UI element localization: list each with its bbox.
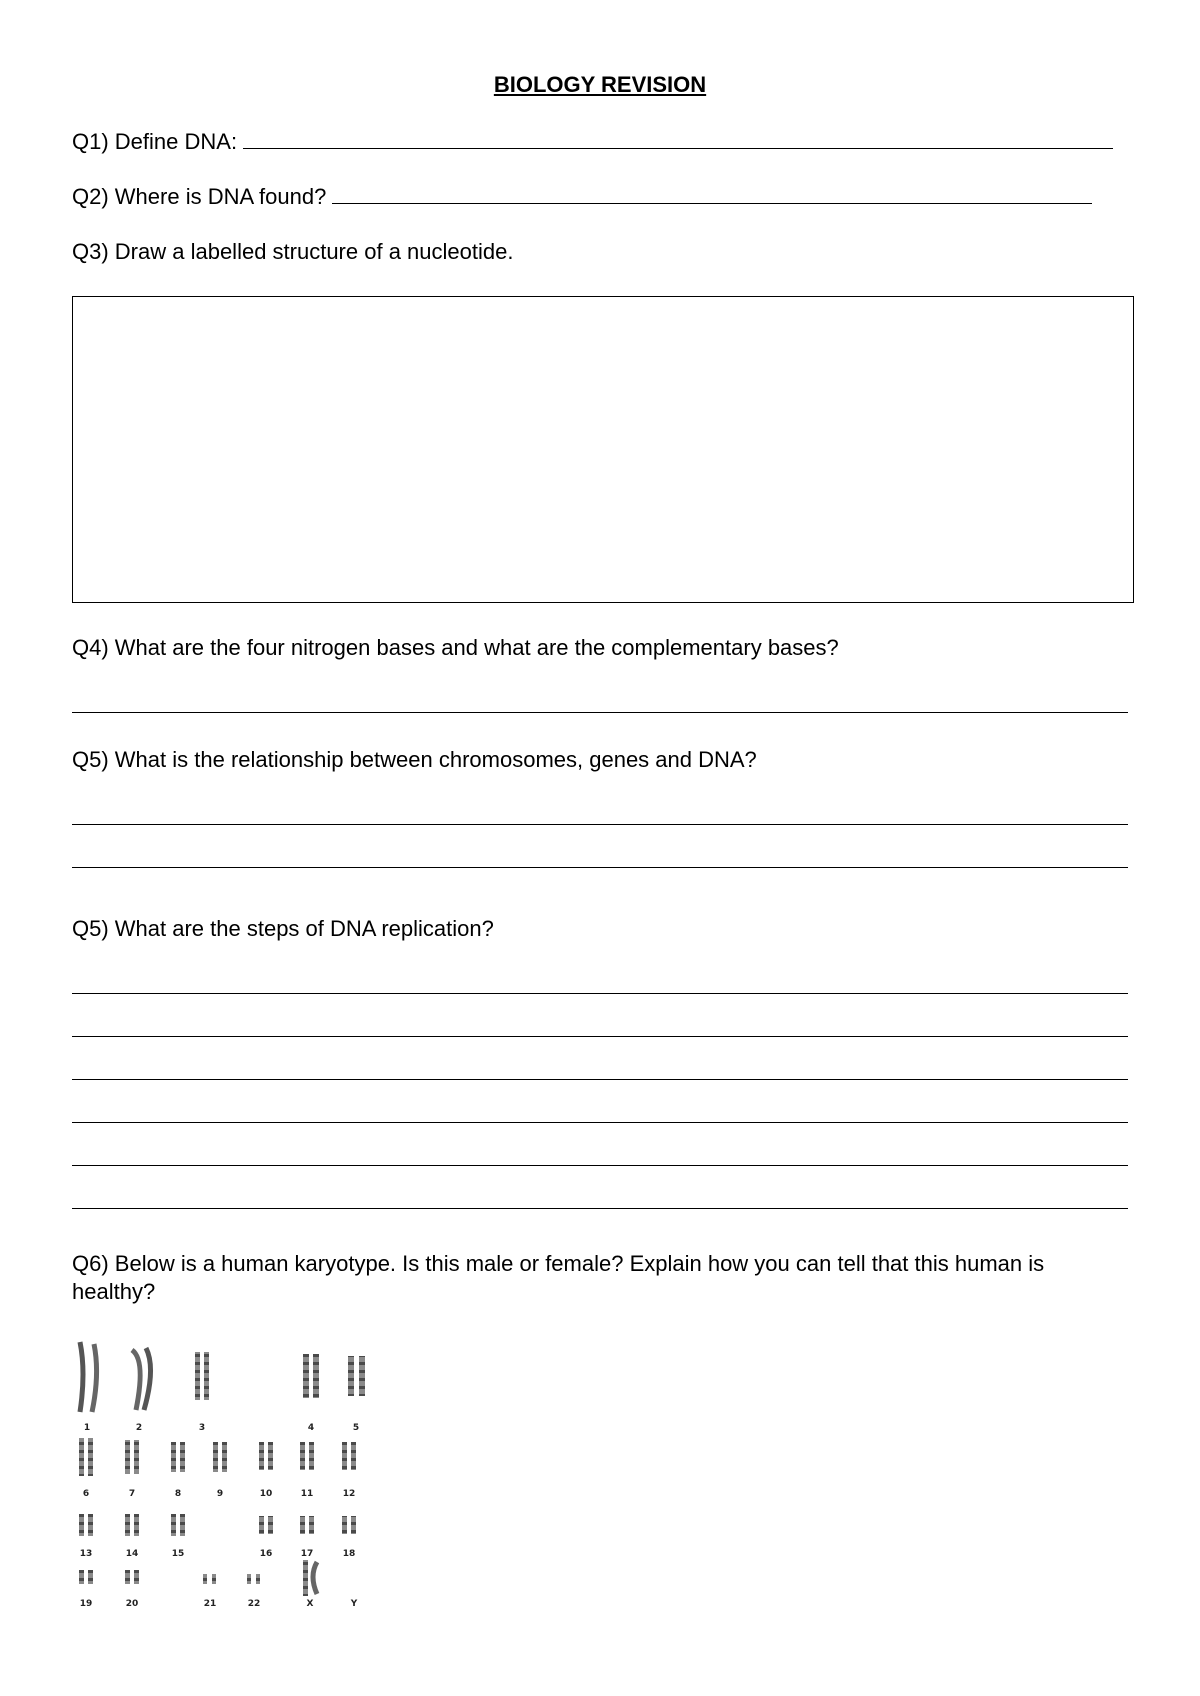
chromosome-1b [92,1344,97,1412]
question-4-text: Q4) What are the four nitrogen bases and what are the complementary bases? [72,635,839,660]
karyotype-label-9: 9 [216,1489,224,1499]
chromosome-7a [125,1440,130,1474]
question-5b-text: Q5) What are the steps of DNA replication? [72,916,494,941]
karyotype-image [62,1330,402,1630]
chromosome-13b [88,1514,93,1536]
karyotype-label-19: 19 [79,1599,93,1609]
answer-line-q1[interactable] [243,128,1113,149]
chromosome-6b [88,1438,93,1476]
karyotype-label-16: 16 [259,1549,273,1559]
chromosome-9a [213,1442,218,1472]
chromosome-10a [259,1442,264,1470]
chromosome-row-2 [79,1438,356,1476]
chromosome-18a [342,1516,347,1534]
chromosome-15a [171,1514,176,1536]
answer-line-q5a-2[interactable] [72,867,1128,868]
chromosome-row-3 [79,1514,356,1536]
karyotype-label-8: 8 [174,1489,182,1499]
chromosome-row-4 [79,1560,317,1596]
karyotype-label-12: 12 [342,1489,356,1499]
karyotype-label-6: 6 [82,1489,90,1499]
question-6-text: Q6) Below is a human karyotype. Is this male or female? Explain how you can tell that this human is healthy? [72,1251,1045,1304]
page-title: BIOLOGY REVISION [493,72,707,97]
chromosome-3a [195,1352,200,1400]
karyotype-label-7: 7 [128,1489,136,1499]
karyotype-label-1: 1 [83,1423,91,1433]
karyotype-label-4: 4 [307,1423,315,1433]
karyotype-label-18: 18 [342,1549,356,1559]
answer-line-q5b-4[interactable] [72,1122,1128,1123]
chromosome-4a [303,1354,309,1398]
answer-line-q5b-2[interactable] [72,1036,1128,1037]
karyotype-label-14: 14 [125,1549,139,1559]
answer-line-q5a-1[interactable] [72,824,1128,825]
chromosome-13a [79,1514,84,1536]
chromosome-11b [309,1442,314,1470]
chromosome-9b [222,1442,227,1472]
chromosome-12b [351,1442,356,1470]
karyotype-label-20: 20 [125,1599,139,1609]
chromosome-14a [125,1514,130,1536]
chromosome-10b [268,1442,273,1470]
chromosome-19b [88,1570,93,1584]
karyotype-label-22: 22 [247,1599,261,1609]
chromosome-15b [180,1514,185,1536]
karyotype-labels [80,1423,359,1609]
answer-line-q5b-5[interactable] [72,1165,1128,1166]
chromosome-19a [79,1570,84,1584]
chromosome-7b [134,1440,139,1474]
karyotype-label-15: 15 [171,1549,185,1559]
karyotype-label-13: 13 [79,1549,93,1559]
chromosome-22a [247,1574,251,1584]
karyotype-label-17: 17 [300,1549,314,1559]
chromosome-22b [256,1574,260,1584]
question-2-text: Q2) Where is DNA found? [72,184,327,209]
chromosome-17a [300,1516,305,1534]
chromosome-5a [348,1356,354,1396]
question-1-text: Q1) Define DNA: [72,129,238,154]
answer-line-q5b-3[interactable] [72,1079,1128,1080]
chromosome-1a [80,1342,83,1412]
chromosome-3b [204,1352,209,1400]
answer-line-q2[interactable] [332,183,1092,204]
question-5a-text: Q5) What is the relationship between chromosomes, genes and DNA? [72,747,757,772]
chromosome-row-1 [80,1342,365,1412]
answer-line-q5b-6[interactable] [72,1208,1128,1209]
karyotype-label-3: 3 [198,1423,206,1433]
chromosome-6a [79,1438,84,1476]
karyotype-label-2: 2 [135,1423,143,1433]
chromosome-12a [342,1442,347,1470]
answer-line-q5b-1[interactable] [72,993,1128,994]
chromosome-xb [313,1562,317,1594]
question-3-text: Q3) Draw a labelled structure of a nucleotide. [72,239,514,264]
chromosome-21b [212,1574,216,1584]
question-2 [72,183,1092,211]
chromosome-20a [125,1570,130,1584]
karyotype-label-y: Y [350,1599,358,1609]
chromosome-8a [171,1442,176,1472]
chromosome-2b [144,1348,151,1410]
karyotype-label-11: 11 [300,1489,314,1499]
chromosome-18b [351,1516,356,1534]
chromosome-5b [359,1356,365,1396]
chromosome-17b [309,1516,314,1534]
karyotype-label-10: 10 [259,1489,273,1499]
answer-line-q4[interactable] [72,712,1128,713]
chromosome-4b [313,1354,319,1398]
drawing-box-q3[interactable] [72,296,1134,603]
chromosome-16a [259,1516,264,1534]
karyotype-label-21: 21 [203,1599,217,1609]
chromosome-16b [268,1516,273,1534]
karyotype-label-5: 5 [352,1423,360,1433]
chromosome-11a [300,1442,305,1470]
chromosome-xa [303,1560,308,1596]
chromosome-14b [134,1514,139,1536]
chromosome-20b [134,1570,139,1584]
chromosome-2a [132,1350,140,1410]
chromosome-8b [180,1442,185,1472]
question-1 [72,128,1113,156]
karyotype-label-x: X [306,1599,314,1609]
chromosome-21a [203,1574,207,1584]
